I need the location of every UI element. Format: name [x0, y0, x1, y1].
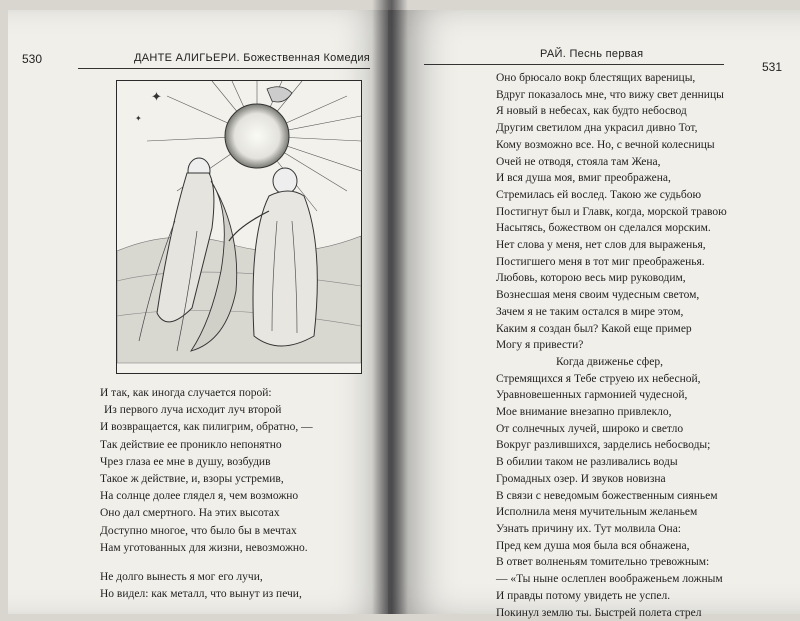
left-header-rule [78, 68, 370, 69]
left-verse-block [100, 385, 313, 603]
verse-line: Мое внимание внезапно привлекло, [496, 404, 727, 421]
verse-line: Кому возможно все. Но, с вечной колесницы [496, 137, 727, 154]
verse-line: Постигнут был и Главк, когда, морской травою [496, 204, 727, 221]
verse-line: Уравновешенных гармонией чудесной, [496, 387, 727, 404]
verse-line: Нет слова у меня, нет слов для выраженья, [496, 237, 727, 254]
verse-line: Вокруг разлившихся, зарделись небосводы; [496, 437, 727, 454]
beatrice-and-dante-engraving [117, 81, 361, 373]
right-running-header: РАЙ. Песнь первая [540, 48, 643, 60]
mountain-landscape [117, 236, 361, 363]
verse-line: И так, как иногда случается порой: [100, 385, 313, 402]
verse-line: Доступно многое, что было бы в мечтах [100, 523, 313, 540]
verse-line: Оно дал смертного. На этих высотах [100, 505, 313, 522]
right-header-rule [424, 64, 724, 65]
verse-line: Пред кем душа моя была вся обнажена, [496, 538, 727, 555]
verse-line: Нам уготованных для жизни, невозможно. [100, 540, 313, 557]
verse-line: Из первого луча исходит луч второй [100, 402, 313, 419]
sun-orb [225, 104, 289, 168]
left-page-number: 530 [22, 52, 42, 66]
right-page-number: 531 [762, 60, 782, 74]
verse-line: Постигшего меня в тот миг преображенья. [496, 254, 727, 271]
verse-line: В связи с неведомым божественным сияньем [496, 488, 727, 505]
verse-line: Оно брюсало вокр блестящих вареницы, [496, 70, 727, 87]
verse-line: Стремилась ей вослед. Такою же судьбою [496, 187, 727, 204]
verse-line: Не долго вынесть я мог его лучи, [100, 569, 313, 586]
verse-line: Исполнила меня мучительным желаньем [496, 504, 727, 521]
verse-line: Чрез глаза ее мне в душу, возбудив [100, 454, 313, 471]
verse-line: И возвращается, как пилигрим, обратно, — [100, 419, 313, 436]
left-page [8, 10, 388, 614]
verse-line: И правды потому увидеть не успел. [496, 588, 727, 605]
right-page [388, 10, 800, 614]
verse-line: Вознесшая меня своим чудесным светом, [496, 287, 727, 304]
verse-line: Очей не отводя, стояла там Жена, [496, 154, 727, 171]
verse-line: Но видел: как металл, что вынут из печи, [100, 586, 313, 603]
verse-line: На солнце долее глядел я, чем возможно [100, 488, 313, 505]
verse-line: В ответ волненьям томительно тревожным: [496, 554, 727, 571]
verse-line: Громадных озер. И звуков новизна [496, 471, 727, 488]
verse-line: Когда движенье сфер, [496, 354, 727, 371]
verse-line: Я новый в небесах, как будто небосвод [496, 103, 727, 120]
verse-line: Другим светилом дна украсил дивно Тот, [496, 120, 727, 137]
verse-line: Могу я привести? [496, 337, 727, 354]
engraving-illustration [116, 80, 362, 374]
verse-line: Так действие ее проникло непонятно [100, 437, 313, 454]
verse-line: И вся душа моя, вмиг преображена, [496, 170, 727, 187]
verse-line: От солнечных лучей, широко и светло [496, 421, 727, 438]
verse-line: Насытясь, божеством он сделался морским. [496, 220, 727, 237]
verse-line: Зачем я не таким остался в мире этом, [496, 304, 727, 321]
book-spine-shadow [372, 0, 408, 614]
verse-line: Покинул землю ты. Быстрей полета стрел [496, 605, 727, 621]
left-running-header: ДАНТЕ АЛИГЬЕРИ. Божественная Комедия [134, 52, 370, 64]
verse-line: Любовь, которою весь мир руководим, [496, 270, 727, 287]
star-icon: ✦ [151, 90, 162, 105]
verse-line: Стремящихся я Тебе струею их небесной, [496, 371, 727, 388]
verse-line: Вдруг показалось мне, что вижу свет денницы [496, 87, 727, 104]
verse-line: — «Ты ныне ослеплен воображеньем ложным [496, 571, 727, 588]
verse-line: Такое ж действие, и, взоры устремив, [100, 471, 313, 488]
verse-line: Каким я создан был? Какой еще пример [496, 321, 727, 338]
verse-line: Узнать причину их. Тут молвила Она: [496, 521, 727, 538]
star-icon: ✦ [135, 114, 142, 123]
right-verse-block [496, 70, 727, 621]
verse-line: В обилии таком не разливались воды [496, 454, 727, 471]
